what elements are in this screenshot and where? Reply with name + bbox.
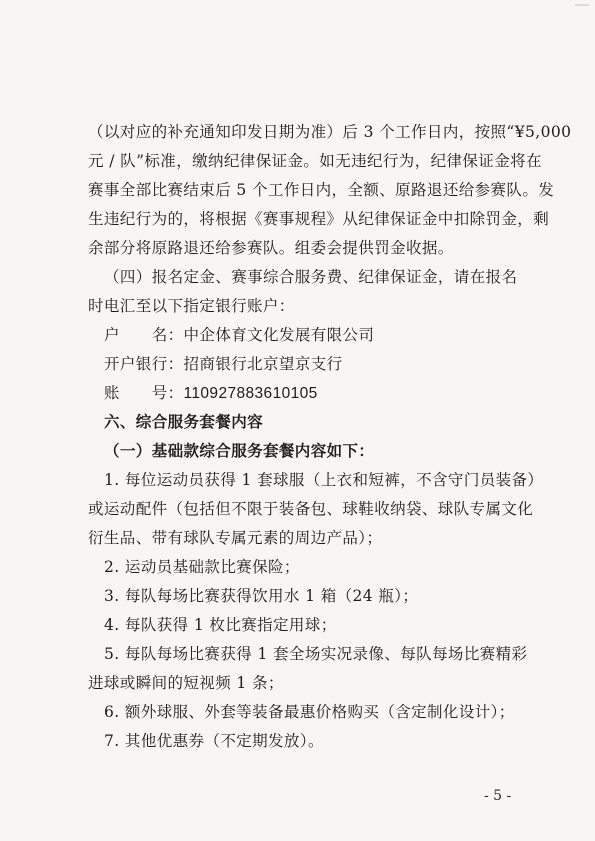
account-number-label: 账 号：: [104, 384, 184, 402]
list-item: 5. 每队每场比赛获得 1 套全场实况录像、每队每场比赛精彩: [104, 645, 528, 663]
page-number: - 5 -: [484, 788, 512, 804]
account-bank-value: 招商银行北京望京支行: [183, 355, 343, 373]
paragraph-line: 赛事全部比赛结束后 5 个工作日内，全额、原路退还给参赛队。发: [88, 181, 555, 199]
list-item: 进球或瞬间的短视频 1 条；: [88, 674, 284, 692]
paragraph-line: 余部分将原路退还给参赛队。组委会提供罚金收据。: [88, 239, 454, 257]
paragraph-line: （以对应的补充通知印发日期为准）后 3 个工作日内，按照“¥5,000: [88, 123, 572, 141]
list-item: 1. 每位运动员获得 1 套球服（上衣和短裤，不含守门员装备）: [104, 471, 544, 489]
scan-corner-mark: [575, 4, 589, 14]
account-bank-label: 开户银行：: [104, 355, 184, 373]
account-bank-row: [104, 354, 343, 374]
subsection-heading: （一）基础款综合服务套餐内容如下：: [104, 441, 375, 460]
list-item: 或运动配件（包括但不限于装备包、球鞋收纳袋、球队专属文化: [88, 500, 534, 518]
list-item: 3. 每队每场比赛获得饮用水 1 箱（24 瓶）；: [104, 587, 419, 605]
list-item: 7. 其他优惠券（不定期发放）。: [104, 732, 324, 750]
paragraph-line: （四）报名定金、赛事综合服务费、纪律保证金，请在报名: [104, 268, 518, 286]
account-number-row: [104, 383, 318, 404]
account-name-value: 中企体育文化发展有限公司: [183, 326, 375, 344]
paragraph-line: 时电汇至以下指定银行账户：: [88, 297, 295, 315]
account-number-value: 110927883610105: [183, 385, 318, 402]
list-item: 衍生品、带有球队专属元素的周边产品）；: [88, 529, 383, 547]
list-item: 4. 每队获得 1 枚比赛指定用球；: [104, 616, 337, 634]
account-name-label: 户 名：: [104, 326, 184, 344]
list-item: 6. 额外球服、外套等装备最惠价格购买（含定制化设计）；: [104, 703, 515, 721]
section-heading: 六、综合服务套餐内容: [104, 412, 264, 431]
paragraph-line: 生违纪行为的，将根据《赛事规程》从纪律保证金中扣除罚金，剩: [88, 210, 550, 228]
account-name-row: [104, 325, 374, 345]
paragraph-line: 元 / 队”标准，缴纳纪律保证金。如无违纪行为，纪律保证金将在: [88, 152, 542, 170]
list-item: 2. 运动员基础款比赛保险；: [104, 558, 300, 576]
